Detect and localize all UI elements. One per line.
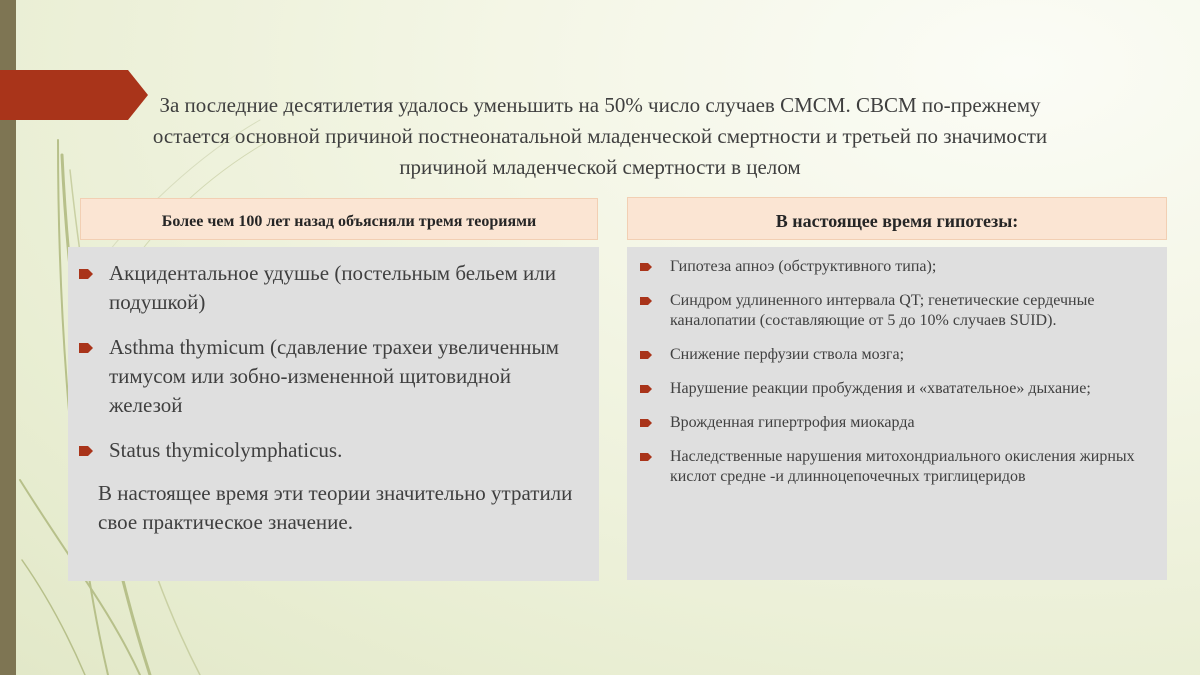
hypotheses-list bbox=[637, 257, 1155, 487]
list-item bbox=[76, 436, 583, 465]
list-item-text: Нарушение реакции пробуждения и «хватательное» дыхание; bbox=[670, 380, 1091, 397]
list-item-text: Status thymicolymphaticus. bbox=[109, 438, 343, 462]
list-item bbox=[637, 291, 1155, 331]
theories-list bbox=[76, 259, 583, 465]
left-column-header: Более чем 100 лет назад объясняли тремя теориями bbox=[80, 198, 598, 240]
title-arrow-shape bbox=[0, 70, 148, 120]
list-item-text: Asthma thymicum (сдавление трахеи увеличенным тимусом или зобно-измененной щитовидной железой bbox=[109, 335, 559, 417]
right-column-header: В настоящее время гипотезы: bbox=[627, 197, 1167, 240]
arrow-bullet-icon bbox=[640, 263, 652, 271]
arrow-bullet-icon bbox=[79, 446, 93, 456]
arrow-bullet-icon bbox=[640, 453, 652, 461]
list-item bbox=[637, 257, 1155, 277]
theories-note: В настоящее время эти теории значительно утратили свое практическое значение. bbox=[98, 481, 573, 534]
list-item bbox=[76, 333, 583, 420]
arrow-bullet-icon bbox=[79, 343, 93, 353]
list-item-text: Акцидентальное удушье (постельным бельем или подушкой) bbox=[109, 261, 556, 314]
list-item-text: Наследственные нарушения митохондриального окисления жирных кислот средне -и длинноцепочечных триглицеридов bbox=[670, 448, 1135, 485]
list-item bbox=[637, 345, 1155, 365]
arrow-bullet-icon bbox=[640, 351, 652, 359]
arrow-bullet-icon bbox=[79, 269, 93, 279]
hypotheses-panel bbox=[627, 247, 1167, 580]
list-item-text: Синдром удлиненного интервала QT; генетические сердечные каналопатии (составляющие от 5 до 10% случаев SUID). bbox=[670, 292, 1095, 329]
list-item-text: Снижение перфузии ствола мозга; bbox=[670, 346, 905, 363]
list-item bbox=[637, 447, 1155, 487]
slide-title: За последние десятилетия удалось уменьшить на 50% число случаев СМСМ. СВСМ по-прежнему остается основной причиной постнеонатальной младенческой смертности и третьей по значимости причиной младенческой смертности в целом bbox=[152, 93, 1048, 179]
arrow-bullet-icon bbox=[640, 297, 652, 305]
list-item bbox=[637, 379, 1155, 399]
list-item-text: Врожденная гипертрофия миокарда bbox=[670, 414, 915, 431]
list-item bbox=[76, 259, 583, 317]
arrow-bullet-icon bbox=[640, 385, 652, 393]
arrow-bullet-icon bbox=[640, 419, 652, 427]
list-item bbox=[637, 413, 1155, 433]
list-item-text: Гипотеза апноэ (обструктивного типа); bbox=[670, 258, 937, 275]
theories-panel bbox=[68, 247, 599, 581]
